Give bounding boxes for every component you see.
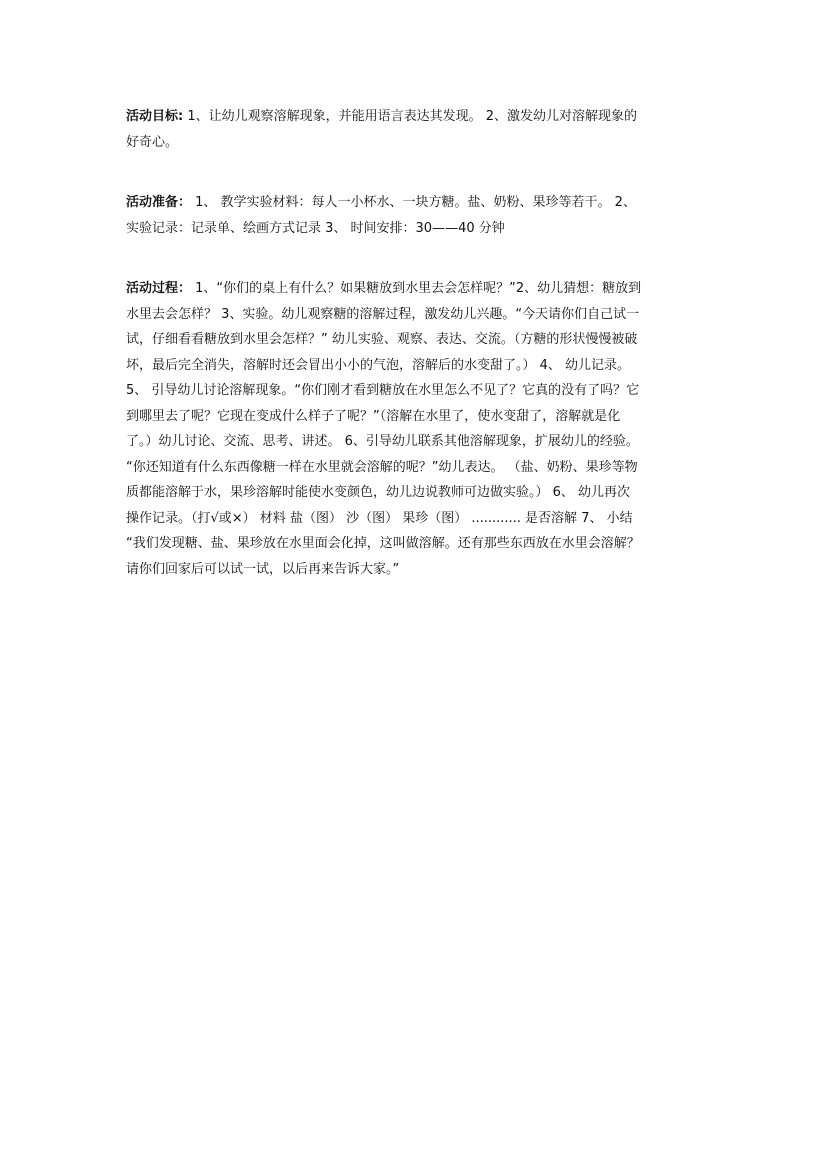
section-text: 1、“你们的桌上有什么？如果糖放到水里去会怎样呢？”2、幼儿猜想：糖放到 — [191, 281, 642, 296]
text-line: 好奇心。 — [126, 134, 179, 150]
text-line — [126, 190, 706, 216]
text-line: 坏，最后完全消失，溶解时还会冒出小小的气泡，溶解后的水变甜了。） 4、 幼儿记录。 — [126, 357, 631, 373]
section-label: 活动准备： — [126, 195, 192, 210]
section-text: 1、 教学实验材料：每人一小杯水、一块方糖。盐、奶粉、果珍等若干。 2、 — [191, 195, 636, 210]
text-line: 操作记录。（打√或×） 材料 盐（图） 沙（图） 果珍（图） ............ 是否溶解 7、 小结 — [126, 510, 633, 526]
text-line: 请你们回家后可以试一试，以后再来告诉大家。” — [126, 561, 400, 577]
text-line — [126, 104, 706, 130]
text-line: “我们发现糖、盐、果珍放在水里面会化掉，这叫做溶解。还有那些东西放在水里会溶解？ — [126, 536, 640, 551]
section-preparation — [126, 190, 706, 241]
text-line: 实验记录：记录单、绘画方式记录 3、 时间安排：30——40 分钟 — [126, 220, 505, 236]
section-process — [126, 276, 706, 582]
text-line: 了。）幼儿讨论、交流、思考、讲述。 6、引导幼儿联系其他溶解现象，扩展幼儿的经验。 — [126, 434, 639, 449]
text-line: 5、 引导幼儿讨论溶解现象。“你们刚才看到糖放在水里怎么不见了？它真的没有了吗？它 — [126, 383, 640, 398]
text-line — [126, 276, 706, 302]
text-line: 质都能溶解于水，果珍溶解时能使水变颜色，幼儿边说教师可边做实验。） 6、 幼儿再次 — [126, 485, 631, 500]
text-line: “你还知道有什么东西像糖一样在水里就会溶解的呢？”幼儿表达。 （盐、奶粉、果珍等物 — [126, 459, 638, 475]
section-text: 1、让幼儿观察溶解现象，并能用语言表达其发现。 2、激发幼儿对溶解现象的 — [183, 109, 638, 124]
text-line: 到哪里去了呢？它现在变成什么样子了呢？”（溶解在水里了，使水变甜了，溶解就是化 — [126, 408, 621, 424]
section-label: 活动过程： — [126, 281, 192, 296]
section-label: 活动目标: — [126, 109, 184, 124]
text-line: 试，仔细看看糖放到水里会怎样？” 幼儿实验、观察、表达、交流。（方糖的形状慢慢被破 — [126, 332, 638, 347]
section-goals — [126, 104, 706, 155]
text-line: 水里去会怎样？ 3、实验。幼儿观察糖的溶解过程，激发幼儿兴趣。“今天请你们自己试一 — [126, 306, 640, 322]
document-page — [126, 104, 706, 582]
